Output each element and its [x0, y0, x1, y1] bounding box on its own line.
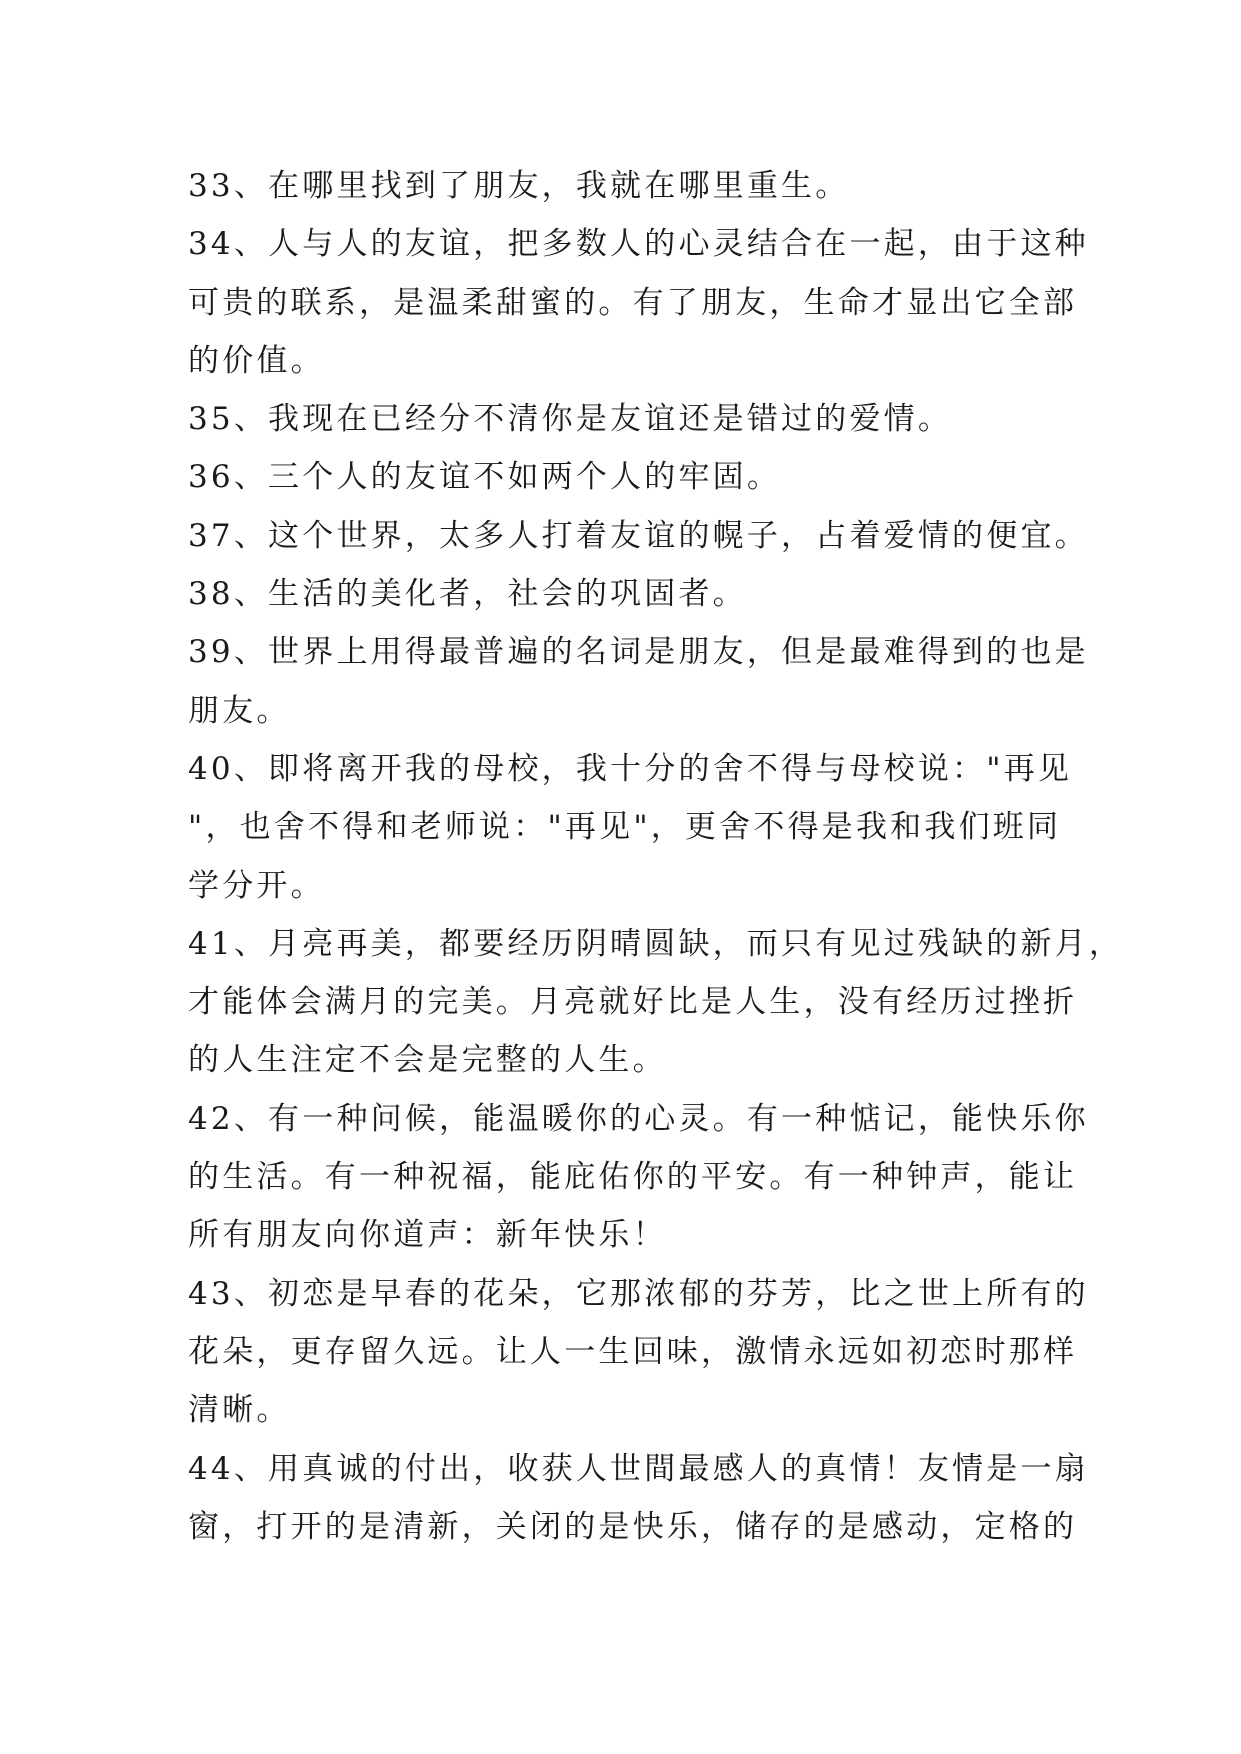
text-line: 39、世界上用得最普遍的名词是朋友，但是最难得到的也是: [188, 634, 1089, 671]
text-line: 的价值。: [188, 342, 325, 379]
text-line: 34、人与人的友谊，把多数人的心灵结合在一起，由于这种: [188, 226, 1089, 263]
text-line: 42、有一种问候，能温暖你的心灵。有一种惦记，能快乐你: [188, 1100, 1089, 1137]
text-line: 43、初恋是早春的花朵，它那浓郁的芬芳，比之世上所有的: [188, 1275, 1089, 1312]
text-line: 可贵的联系，是温柔甜蜜的。有了朋友，生命才显出它全部: [188, 284, 1078, 321]
text-line: 花朵，更存留久远。让人一生回味，激情永远如初恋时那样: [188, 1333, 1078, 1370]
text-line: 的生活。有一种祝福，能庇佑你的平安。有一种钟声，能让: [188, 1159, 1078, 1196]
text-line: 清晰。: [188, 1392, 291, 1429]
text-line: 朋友。: [188, 692, 291, 729]
text-line: 窗，打开的是清新，关闭的是快乐，储存的是感动，定格的: [188, 1508, 1078, 1545]
text-line: 35、我现在已经分不清你是友谊还是错过的爱情。: [188, 401, 953, 438]
text-line: 37、这个世界，太多人打着友谊的幌子，占着爱情的便宜。: [188, 517, 1089, 554]
text-line: 才能体会满月的完美。月亮就好比是人生，没有经历过挫折: [188, 984, 1078, 1021]
text-line: 所有朋友向你道声：新年快乐！: [188, 1217, 667, 1254]
text-line: 学分开。: [188, 867, 325, 904]
text-line: 38、生活的美化者，社会的巩固者。: [188, 576, 747, 613]
text-line: 40、即将离开我的母校，我十分的舍不得与母校说："再见: [188, 750, 1073, 787]
text-line: "，也舍不得和老师说："再见"，更舍不得是我和我们班同: [188, 809, 1062, 846]
document-body: [188, 157, 1124, 1556]
text-line: 41、月亮再美，都要经历阴晴圆缺，而只有见过残缺的新月，: [188, 925, 1124, 962]
text-line: 36、三个人的友谊不如两个人的牢固。: [188, 459, 782, 496]
text-line: 33、在哪里找到了朋友，我就在哪里重生。: [188, 168, 850, 204]
text-line: 的人生注定不会是完整的人生。: [188, 1042, 667, 1079]
text-line: 44、用真诚的付出，收获人世間最感人的真情！友情是一扇: [188, 1450, 1089, 1487]
